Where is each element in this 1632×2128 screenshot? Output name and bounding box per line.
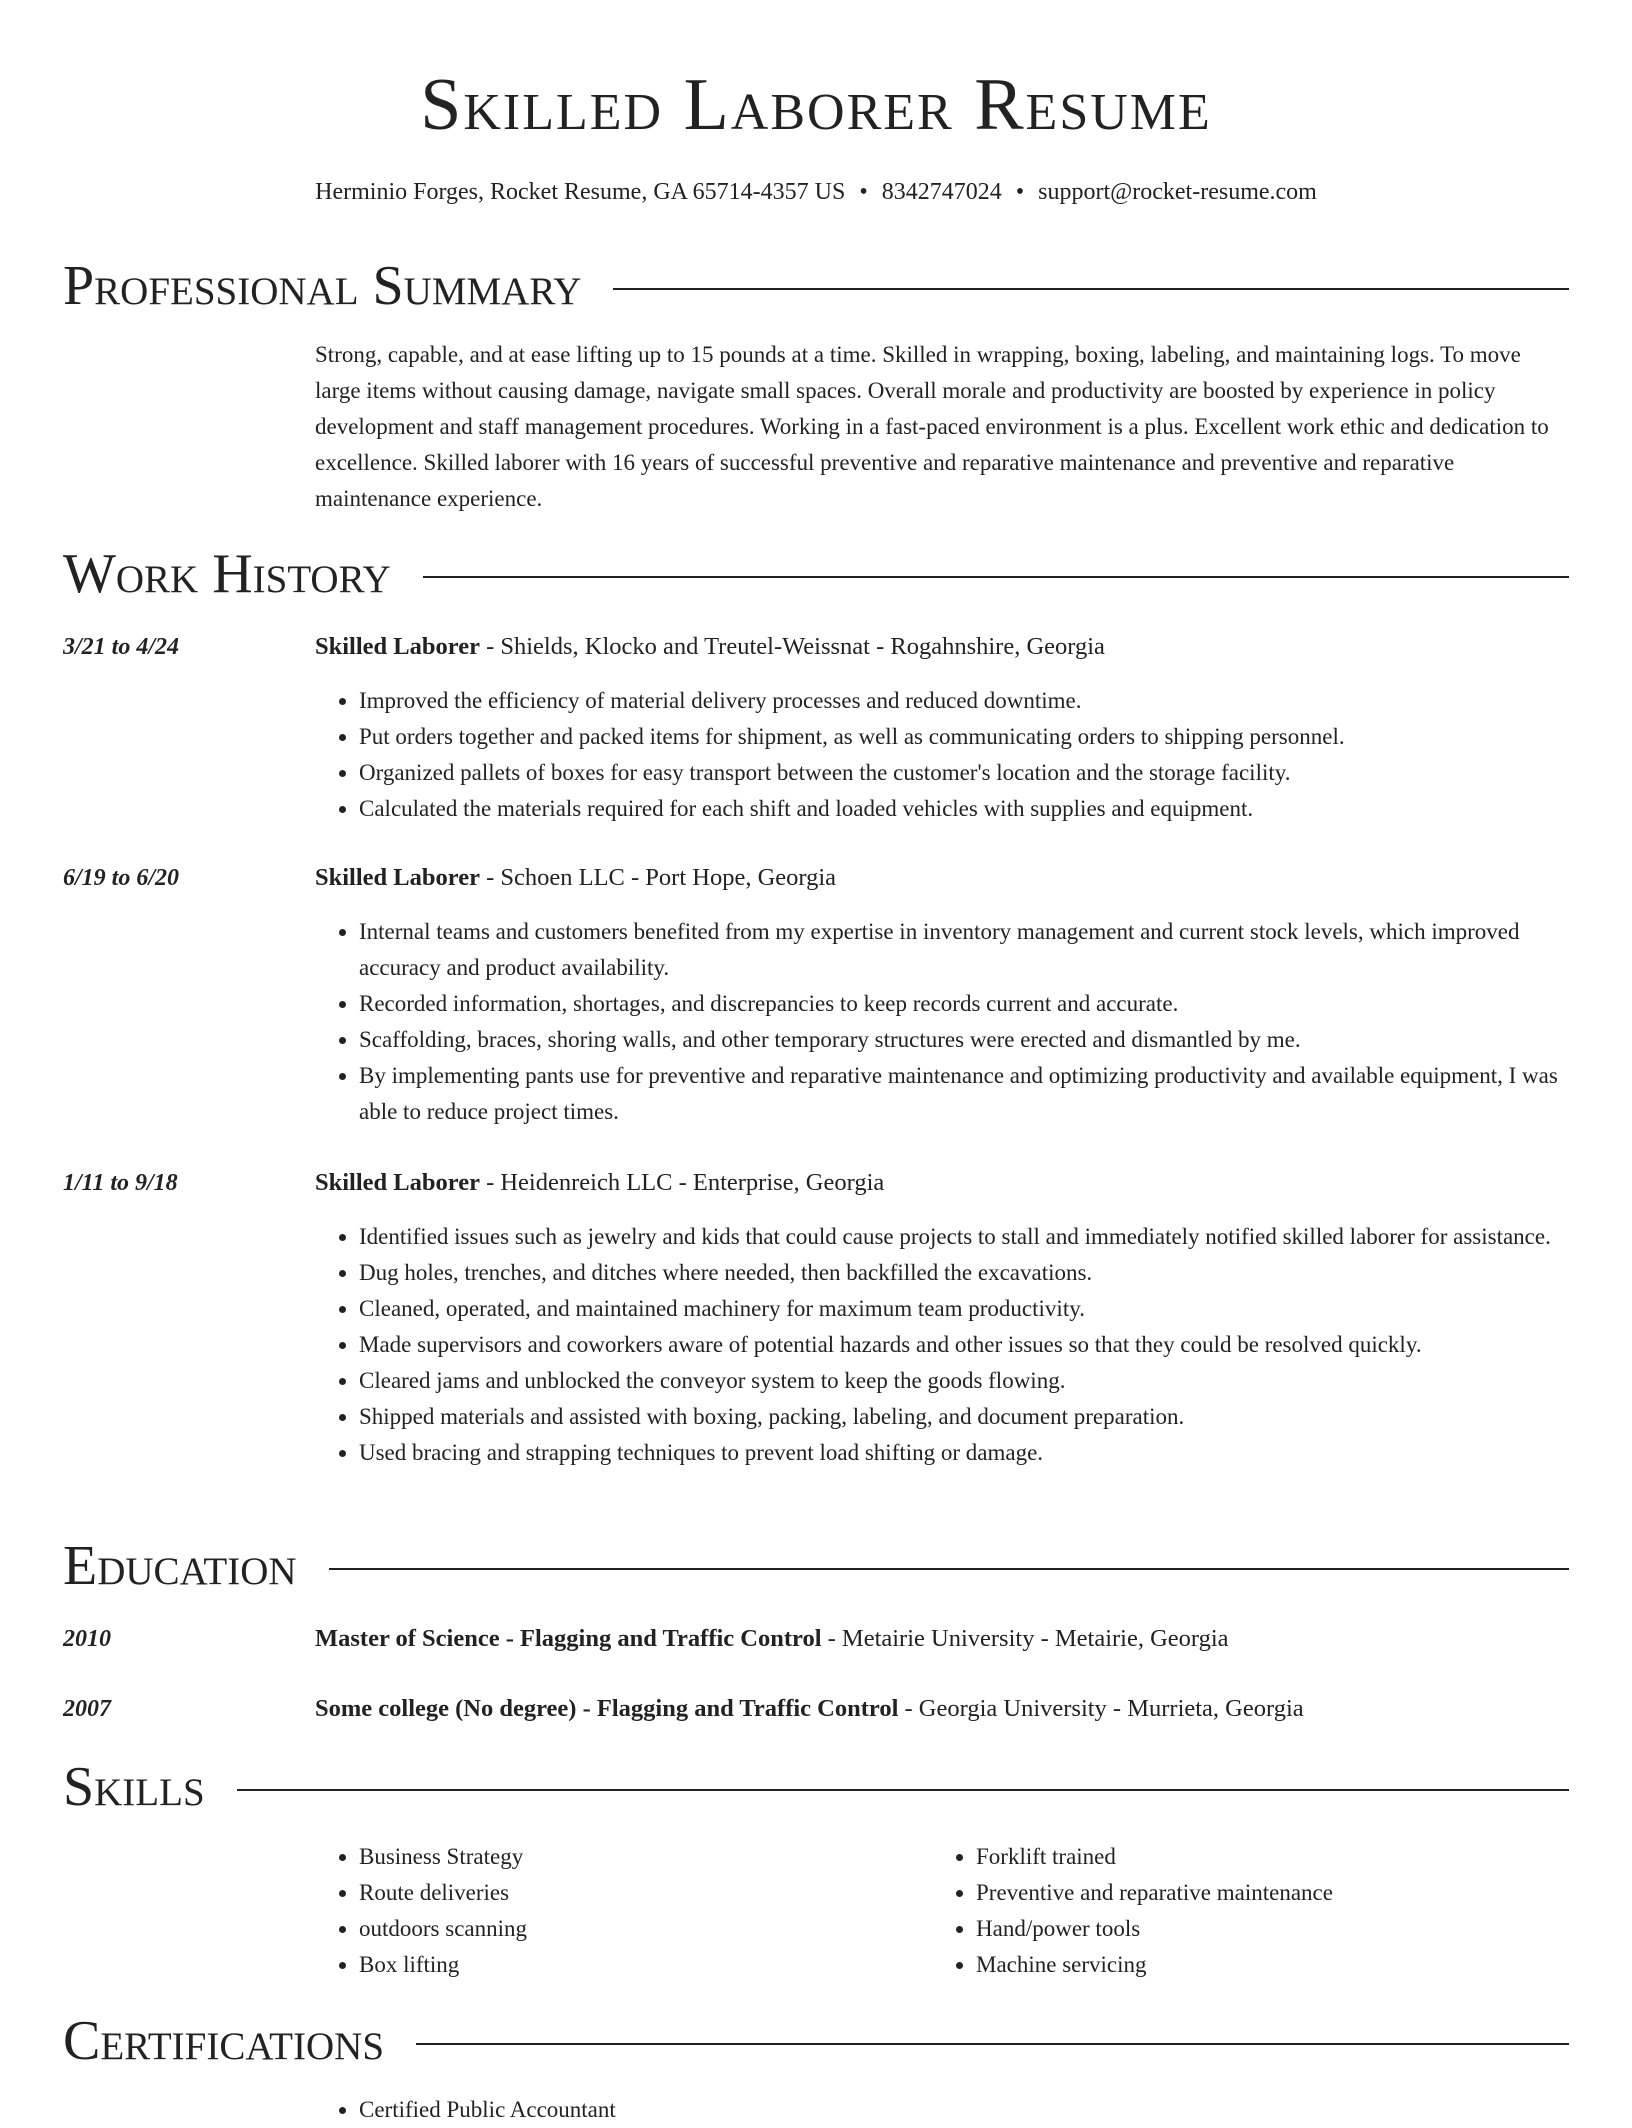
contact-email: support@rocket-resume.com (1038, 179, 1317, 205)
skills-list-left (315, 1839, 527, 1983)
skill-item: • outdoors scanning (359, 1911, 527, 1947)
list-item: • Scaffolding, braces, shoring walls, and other temporary structures were erected and dismantled by me. (359, 1022, 1570, 1058)
list-item: • Made supervisors and coworkers aware of potential hazards and other issues so that they could be resolved quickly. (359, 1327, 1570, 1363)
section-divider (613, 288, 1569, 290)
section-divider (237, 1789, 1569, 1791)
section-certifications (63, 2009, 1569, 2073)
job-bullets (315, 914, 1570, 1130)
section-title: Professional Summary (63, 255, 582, 317)
education-year: 2007 (63, 1696, 111, 1722)
section-professional-summary (63, 254, 1569, 318)
job-dates: 1/11 to 9/18 (63, 1170, 178, 1196)
contact-separator: • (1015, 179, 1025, 205)
list-item: • Used bracing and strapping techniques to prevent load shifting or damage. (359, 1435, 1570, 1471)
job-dates: 3/21 to 4/24 (63, 634, 180, 660)
section-title: Certifications (63, 2010, 385, 2072)
list-item: • Cleared jams and unblocked the conveyor system to keep the goods flowing. (359, 1363, 1570, 1399)
section-divider (329, 1568, 1569, 1570)
resume-title: Skilled Laborer Resume (420, 64, 1212, 146)
job-details: - Schoen LLC - Port Hope, Georgia (479, 864, 837, 891)
skill-item: • Box lifting (359, 1947, 527, 1983)
education-degree: Some college (No degree) - Flagging and Traffic Control (315, 1695, 899, 1722)
education-details: - Georgia University - Murrieta, Georgia (898, 1695, 1304, 1722)
job-title: Skilled Laborer (315, 633, 480, 660)
list-item: • Cleaned, operated, and maintained machinery for maximum team productivity. (359, 1291, 1570, 1327)
list-item: • Calculated the materials required for each shift and loaded vehicles with supplies and equipment. (359, 791, 1570, 827)
list-item: • Recorded information, shortages, and discrepancies to keep records current and accurate. (359, 986, 1570, 1022)
list-item: • Internal teams and customers benefited from my expertise in inventory management and current stock levels, which improved accuracy and product availability. (359, 914, 1570, 986)
skill-item: • Hand/power tools (976, 1911, 1333, 1947)
job-details: - Shields, Klocko and Treutel-Weissnat - Rogahnshire, Georgia (479, 633, 1105, 660)
job-dates: 6/19 to 6/20 (63, 865, 180, 891)
section-work-history (63, 542, 1569, 606)
section-title: Skills (63, 1756, 205, 1818)
section-title: Work History (63, 543, 391, 605)
job-details: - Heidenreich LLC - Enterprise, Georgia (479, 1169, 885, 1196)
section-divider (423, 576, 1569, 578)
list-item: • Improved the efficiency of material delivery processes and reduced downtime. (359, 683, 1570, 719)
education-entry (315, 1622, 1570, 1656)
job-header (315, 1166, 1570, 1200)
education-year: 2010 (63, 1626, 111, 1652)
job-bullets (315, 683, 1570, 827)
skill-item: • Route deliveries (359, 1875, 527, 1911)
education-entry (315, 1692, 1570, 1726)
list-item: • By implementing pants use for preventive and reparative maintenance and optimizing productivity and available equipment, I was able to reduce project times. (359, 1058, 1570, 1130)
education-details: - Metairie University - Metairie, Georgia (821, 1625, 1229, 1652)
certifications-list (315, 2092, 1570, 2128)
section-education (63, 1534, 1569, 1598)
job-header (315, 861, 1570, 895)
list-item: • Put orders together and packed items for shipment, as well as communicating orders to shipping personnel. (359, 719, 1570, 755)
list-item: • Identified issues such as jewelry and kids that could cause projects to stall and immediately notified skilled laborer for assistance. (359, 1219, 1570, 1255)
contact-phone: 8342747024 (881, 179, 1002, 205)
section-skills (63, 1755, 1569, 1819)
certification-item: • Certified Public Accountant (359, 2092, 1570, 2128)
education-degree: Master of Science - Flagging and Traffic Control (315, 1625, 822, 1652)
job-bullets (315, 1219, 1570, 1471)
contact-address: Herminio Forges, Rocket Resume, GA 65714-4357 US (315, 179, 846, 205)
contact-separator: • (859, 179, 868, 205)
summary-text: Strong, capable, and at ease lifting up to 15 pounds at a time. Skilled in wrapping, boxing, labeling, and maintaining logs. To move large items without causing damage, navigate small spaces. Overall morale and productivity are boosted by experience in policy development and staff management procedures. Working in a fast-paced environment is a plus. Excellent work ethic and dedication to excellence. Skilled laborer with 16 years of successful preventive and reparative maintenance and preventive and reparative maintenance experience. (315, 342, 1549, 511)
job-header (315, 630, 1570, 664)
list-item: • Organized pallets of boxes for easy transport between the customer's location and the storage facility. (359, 755, 1570, 791)
list-item: • Shipped materials and assisted with boxing, packing, labeling, and document preparation. (359, 1399, 1570, 1435)
skill-item: • Machine servicing (976, 1947, 1333, 1983)
section-divider (416, 2043, 1569, 2045)
job-title: Skilled Laborer (315, 864, 480, 891)
skill-item: • Preventive and reparative maintenance (976, 1875, 1333, 1911)
section-title: Education (63, 1535, 297, 1597)
skill-item: • Forklift trained (976, 1839, 1333, 1875)
skill-item: • Business Strategy (359, 1839, 527, 1875)
skills-list-right (932, 1839, 1333, 1983)
job-title: Skilled Laborer (315, 1169, 480, 1196)
contact-line (0, 176, 1632, 208)
list-item: • Dug holes, trenches, and ditches where needed, then backfilled the excavations. (359, 1255, 1570, 1291)
